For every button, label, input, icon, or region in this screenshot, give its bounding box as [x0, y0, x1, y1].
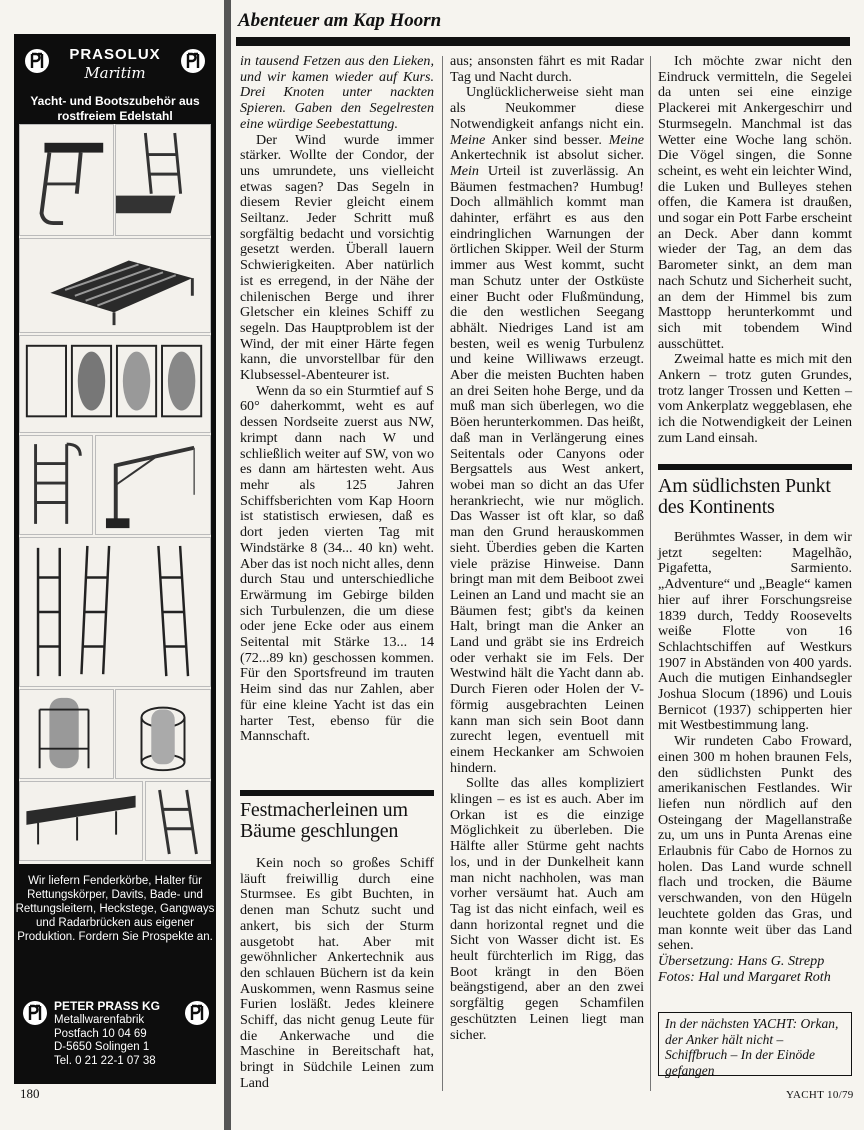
- article-paragraph: Sollte das alles kompliziert klingen – es ist es auch. Aber im Orkan ist es die einzige Möglichkeit zu überleben. Die Hälfte aller Stürme geht nachts los, und in der Dunkelheit kann man nicht nachholen, was man vorher versäumt hat. Auch am Tag ist das nicht einfach, weil es dann horizontal regnet und die Sicht von Wasser dicht ist. Es heult fürchterlich im Rigg, das Boot krängt in den Böen beängstigend, aber an den zwei sorgfältig gegen Schamfilen geschützten Leinen liegt man sicher.: [450, 775, 644, 1043]
- lifebuoy-holder-photo: [19, 689, 114, 779]
- gutter-rule: [224, 0, 231, 1130]
- fold-ladder-photo: [19, 435, 93, 535]
- article-paragraph: Wenn da so ein Sturmtief auf S 60° daherkommt, weht es auf dessen Nordseite zuerst aus NW, krimpt dann nach W und schließlich weiter auf SW, von wo es dann am härtesten weht. Aus mehr als 125 Jahren Schiffsberichten vom Kap Hoorn ist statistisch erwiesen, daß es dort jeden vierten Tag mit Windstärke 8 (34... 40 kn) weht. Aber das ist noch nicht alles, denn durch Stau und unterschiedliche Erwärmung im Gebirge bilden sich Turbulenzen, die um diese oder jene Ecke oder aus einem Seitental mit Stärke 13... 14 (72...89 kn) geschossen kommen. Für den Sportsfreund im trauten Heim sind das nur Zahlen, aber für eine kleine Yacht ist das ein harter Test, ebenso für die Mannschaft.: [240, 382, 434, 745]
- page-kicker: Abenteuer am Kap Hoorn: [238, 10, 442, 31]
- article-paragraph: aus; ansonsten fährt es mit Radar Tag und Nacht durch.: [450, 53, 644, 85]
- step-ladder-photo: [145, 781, 211, 861]
- article-paragraph: [450, 85, 644, 776]
- article-paragraph: Berühmtes Wasser, in dem wir jetzt segelten: Magelhão, Pigafetta, Sarmiento. „Adventure“ und „Beagle“ kamen hier auf ihrer Forschungsreise 1839 durch, Teddy Roosevelts weiße Flotte von 16 Schlachtschiffen auf Westkurs 1907 in Abständen von 400 yards. Auch die mutigen Einhandsegler Joshua Slocum (1896) und Louis Bernicot (1937) schipperten hier mit Westbestimmung lang.: [658, 529, 852, 734]
- ad-company-address: [54, 1014, 156, 1068]
- ad-offer: Wir liefern Fenderkörbe, Halter für Rettungskörper, Davits, Bade- und Rettungsleitern, Heckstege, Gangways und Radarbrücken aus eigener Produktion. Fordern Sie Prospekte an.: [15, 875, 215, 943]
- subhead-2: Am südlichsten Punkt des Kontinents: [658, 475, 831, 518]
- article-paragraph: Der Wind wurde immer stärker. Wollte der Condor, der uns umrundete, uns vielleicht etwas sagen? Das Segeln in diesem Revier gleicht einem Seiltanz. Jeder Schritt muß sorgfältig bedacht und vorsichtig gesetzt werden. Überall lauern Schwierigkeiten. Aber natürlich ist es erregend, in der Nähe der chilenischen Berge und ihrer Gletscher ein kleines Schiff zu segeln. Das Hauptproblem ist der Wind, der mit einer Härte fegen kann, die unvorstellbar für den Klubsessel-Abenteurer ist.: [240, 131, 434, 384]
- ad-tagline: Yacht- und Bootszubehör aus rostfreiem Edelstahl: [30, 94, 200, 123]
- emphasis: Meine: [608, 131, 645, 148]
- article-paragraph: Zweimal hatte es mich mit den Ankern – trotz guten Grundes, trotz langer Trossen und Ketten – vom Ankerplatz weggeblasen, ehe ich die Notwendigkeit der Leinen zum Land einsah.: [658, 351, 852, 446]
- gangway-photo: [19, 781, 143, 861]
- ad-company-name: PETER PRASS KG: [54, 999, 161, 1013]
- translation-credit: Übersetzung: Hans G. Strepp: [658, 952, 825, 969]
- stern-ladder-photo: [115, 124, 211, 236]
- article-column-3b: [658, 530, 852, 985]
- header-bar: [236, 37, 850, 46]
- ad-brand: PRASOLUX: [69, 46, 161, 63]
- subhead-bar: [240, 790, 434, 796]
- subhead-bar: [658, 464, 852, 470]
- ad-company-block: [14, 992, 216, 1082]
- boarding-ladder-photo: [19, 124, 114, 236]
- fender-holders-photo: [19, 335, 211, 433]
- rope-ladders-photo: [19, 537, 211, 687]
- column-rule: [650, 56, 651, 1091]
- pp-logo-icon: [22, 1000, 48, 1026]
- ad-address-line: D-5650 Solingen 1: [54, 1041, 150, 1053]
- pp-logo-icon: [184, 1000, 210, 1026]
- emphasis: Mein: [450, 162, 479, 179]
- text-run: Urteil ist zuverlässig. An Bäumen festmachen? Humbug! Doch allmählich kommt man dahinter, erfährt es aus den eindringlichen Warnungen der örtlichen Skipper. Weil der Sturm immer aus West kommt, sucht man Schutz unter der Ostküste einer Bucht oder Flußmündung, die den westlichen Seegang abhält. Niedriges Land ist am besten, weil es wenig Turbulenz und keine Williwaws erzeugt. Aber die meisten Buchten haben an drei Seiten hohe Berge, und da muß man sich überlegen, wo die Böen herunterkommen. Das heißt, daß man in Verlängerung eines Seitentals oder Canyons oder Bergsattels aus West ankert, wobei man so dicht an das Ufer herankriecht, wie nur möglich. Das Wasser ist oft klar, so daß man den Grund herauskommen sieht. Überdies geben die Karten viele präzise Hinweise. Dann bringt man mit dem Beiboot zwei Leinen an Land und macht sie an Bäumen fest; gibt's da keinen Halt, bringt man die Anker an Land und gräbt sie ins Erdreich oder verhakt sie im Fels. Der Westwind hält die Yacht dann ab. Durch Fieren oder Holen der V-förmig ausgebrachten Leinen kann man sich sein Boot dann zurecht legen, eventuell mit einem Heckanker am Schwoien hindern.: [450, 162, 644, 776]
- davit-photo: [95, 435, 211, 535]
- article-column-2: [450, 54, 644, 1043]
- issue-label: YACHT 10/79: [786, 1089, 854, 1101]
- ad-address-line: Postfach 10 04 69: [54, 1027, 147, 1040]
- article-column-1b: [240, 856, 434, 1092]
- subhead-1: Festmacherleinen um Bäume geschlungen: [240, 799, 408, 842]
- text-run: Unglücklicherweise sieht man als Neukommer diese Notwendigkeit anfangs nicht ein.: [450, 84, 644, 132]
- ad-brand-row: [14, 42, 216, 82]
- emphasis: Meine: [450, 131, 486, 148]
- article-lead: in tausend Fetzen aus den Lieken, und wir kamen wieder auf Kurs. Drei Knoten unter nackten Spieren. Gaben den Segelresten eine würdige Seebestattung.: [240, 53, 434, 132]
- pp-logo-icon: [180, 48, 206, 74]
- next-issue-box: In der nächsten YACHT: Orkan, der Anker hält nicht – Schiffbruch – In der Einöde gefangen: [658, 1012, 852, 1076]
- ad-brand-script: Maritim: [84, 64, 146, 82]
- advertisement: [14, 34, 216, 1084]
- ad-address-line: Metallwarenfabrik: [54, 1014, 145, 1026]
- text-run: Ankertechnik ist absolut sicher.: [450, 147, 644, 164]
- product-gallery: [19, 124, 211, 864]
- column-rule: [442, 56, 443, 1091]
- article-paragraph: Ich möchte zwar nicht den Eindruck vermitteln, die Segelei da unten sei eine einzige Plackerei mit Ankergeschirr und Sturmsegeln. Manchmal ist das Wetter eine Woche lang schön. Die Vögel singen, die Sonne scheint, es weht ein leichter Wind, die Luken und Bulleyes stehen offen, die Kamera ist draußen, und sogar ein Pott Farbe erscheint an Deck. Aber dann kommt wieder der Tag, an dem das Barometer sinkt, an dem man nach Schutz und Sicherheit sucht, an dem der Himmel bis zum Masttopp herunterkommt und sich mit tobendem Wind ausschüttet.: [658, 53, 852, 352]
- article-paragraph: Kein noch so großes Schiff läuft freiwillig durch eine Sturmsee. Es gibt Buchten, in denen man Schutz sucht und ankert, bis sich der Sturm ausgetobt hat. Aber mit gewöhnlicher Ankertechnik aus den schlauen Büchern ist da kein Auskommen, wenn Rasmus seine Furien losläßt. Jedes kleinere Schiff, das nicht genug Leute für die Ankerwache und die Maschine in Bereitschaft hat, bringt in Südchile Leinen zum Land: [240, 855, 434, 1091]
- text-run: Anker sind besser.: [491, 131, 602, 148]
- fender-basket-photo: [115, 689, 211, 779]
- article-column-3: [658, 54, 852, 447]
- swim-platform-photo: [19, 238, 211, 333]
- page-number: 180: [20, 1086, 40, 1101]
- article-paragraph: Wir rundeten Cabo Froward, einen 300 m hohen braunen Fels, den südlichsten Punkt des amerikanischen Festlandes. Wir liefen nun nördlich auf den Osteingang der Magellanstraße zu, um uns in Punta Arenas eine Erlaubnis für Cabo de Hornos zu holen. Das Land wurde schnell flach und trocken, die Bäume verschwanden, von den Hügeln leuchtete golden das Gras, und man konnte weit über das Land sehen.: [658, 733, 852, 954]
- ad-address-line: Tel. 0 21 22-1 07 38: [54, 1054, 156, 1067]
- article-column-1: [240, 54, 434, 745]
- pp-logo-icon: [24, 48, 50, 74]
- photo-credit: Fotos: Hal und Margaret Roth: [658, 968, 831, 985]
